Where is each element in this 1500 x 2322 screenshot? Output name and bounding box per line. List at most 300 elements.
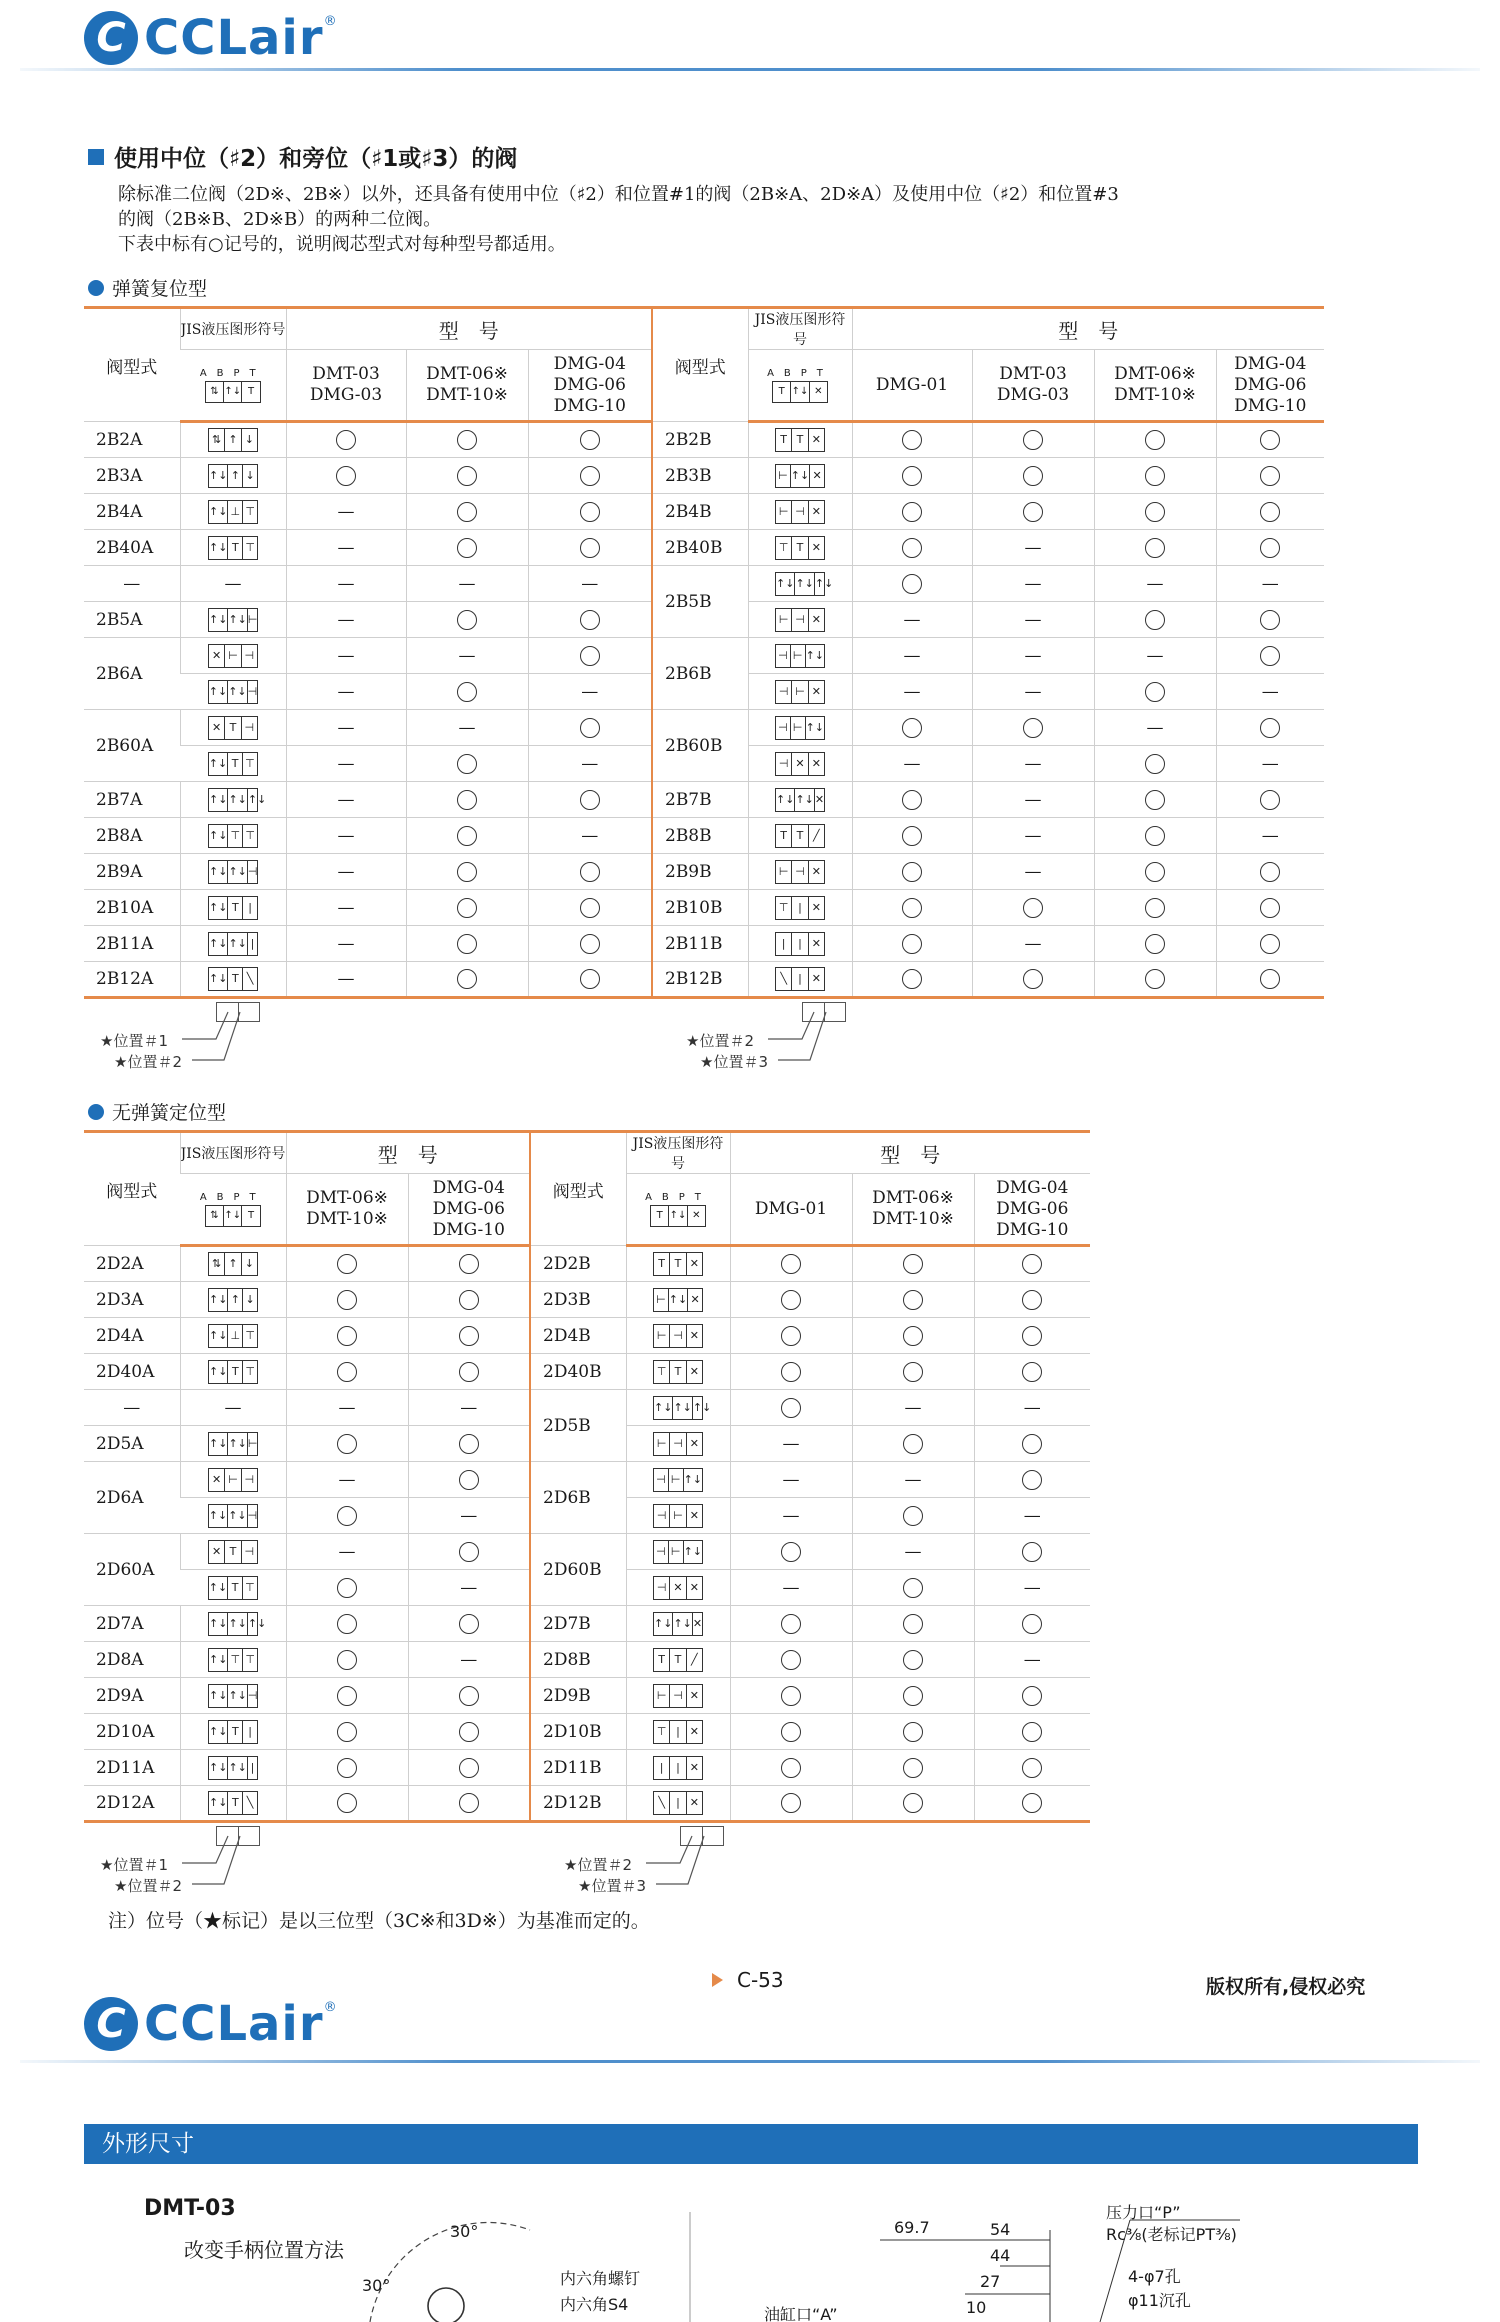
valve-symbol-icon: ↑↓ ↑↓ ↑↓ bbox=[208, 1612, 258, 1636]
square-bullet-icon bbox=[88, 149, 104, 165]
availability-cell: — bbox=[1216, 746, 1324, 782]
table-row bbox=[84, 818, 1324, 854]
availability-cell bbox=[408, 1606, 530, 1642]
valve-type-cell: 2D4B bbox=[530, 1318, 626, 1354]
jis-symbol-cell bbox=[180, 1714, 286, 1750]
thread-label: Rc⅜(老标记PT⅜) bbox=[1106, 2225, 1237, 2244]
available-circle-icon bbox=[902, 790, 922, 810]
table-row bbox=[84, 1750, 1090, 1786]
availability-cell bbox=[286, 1678, 408, 1714]
availability-cell: — bbox=[852, 1462, 974, 1498]
valve-type-cell: 2B12A bbox=[84, 962, 180, 998]
available-circle-icon bbox=[1023, 502, 1043, 522]
col-dmt03: DMT-03 DMG-03 bbox=[972, 350, 1094, 422]
availability-cell bbox=[406, 422, 528, 458]
availability-cell bbox=[852, 1786, 974, 1822]
valve-symbol-icon: ↑↓ ↑↓ ⊢ bbox=[208, 1432, 258, 1456]
brand-logo-page2 bbox=[84, 1996, 337, 2052]
availability-cell bbox=[852, 1570, 974, 1606]
valve-symbol-icon: ⊢ ⊣ ✕ bbox=[775, 860, 825, 884]
available-circle-icon bbox=[337, 1758, 357, 1778]
availability-cell: — bbox=[1094, 566, 1216, 602]
valve-type-cell: 2D7B bbox=[530, 1606, 626, 1642]
availability-cell: — bbox=[972, 566, 1094, 602]
availability-cell: — bbox=[852, 602, 972, 638]
logo-registered: ® bbox=[323, 14, 337, 29]
availability-cell bbox=[408, 1354, 530, 1390]
availability-cell bbox=[406, 818, 528, 854]
availability-cell: — bbox=[1216, 674, 1324, 710]
availability-cell bbox=[974, 1282, 1090, 1318]
availability-cell: — bbox=[528, 566, 652, 602]
availability-cell: — bbox=[974, 1498, 1090, 1534]
table-row bbox=[84, 530, 1324, 566]
available-circle-icon bbox=[781, 1614, 801, 1634]
availability-cell bbox=[852, 1498, 974, 1534]
table-row bbox=[84, 890, 1324, 926]
availability-cell bbox=[408, 1786, 530, 1822]
availability-cell: — bbox=[972, 674, 1094, 710]
valve-symbol-icon: ⊢ ⊣ ✕ bbox=[775, 500, 825, 524]
logo-word: CCLair bbox=[144, 1996, 324, 2052]
available-circle-icon bbox=[580, 934, 600, 954]
detent-legend-left bbox=[100, 1826, 300, 1895]
jis-header: JIS液压图形符号 bbox=[180, 308, 286, 350]
availability-cell bbox=[974, 1354, 1090, 1390]
availability-cell bbox=[286, 458, 406, 494]
valve-type-cell: 2B9B bbox=[652, 854, 748, 890]
valve-symbol-icon: ↑↓ ↑↓ ↑↓ bbox=[208, 788, 258, 812]
available-circle-icon bbox=[1145, 538, 1165, 558]
jis-symbol-cell bbox=[748, 530, 852, 566]
valve-type-cell: 2B7A bbox=[84, 782, 180, 818]
availability-cell: — bbox=[408, 1390, 530, 1426]
valve-type-cell: 2B6B bbox=[652, 638, 748, 710]
valve-symbol-icon: T T ✕ bbox=[775, 428, 825, 452]
available-circle-icon bbox=[580, 862, 600, 882]
available-circle-icon bbox=[457, 934, 477, 954]
model-label: DMT-03 bbox=[144, 2196, 236, 2221]
jis-symbol-cell bbox=[180, 530, 286, 566]
angle-label: 30° bbox=[362, 2276, 391, 2295]
jis-symbol-cell: — bbox=[180, 1390, 286, 1426]
available-circle-icon bbox=[1260, 502, 1280, 522]
page-number: C-53 bbox=[712, 1968, 784, 1992]
jis-symbol-cell bbox=[180, 710, 286, 746]
available-circle-icon bbox=[902, 574, 922, 594]
availability-cell bbox=[974, 1714, 1090, 1750]
valve-symbol-icon: ⊢ ↑↓ ✕ bbox=[653, 1288, 703, 1312]
available-circle-icon bbox=[1145, 610, 1165, 630]
valve-symbol-icon: T ↑↓ ✕ bbox=[650, 1205, 706, 1227]
valve-symbol-icon: ↑↓ ⊥ ⊤ bbox=[208, 1324, 258, 1348]
availability-cell bbox=[730, 1786, 852, 1822]
valve-type-cell: 2D6B bbox=[530, 1462, 626, 1534]
table-row bbox=[84, 1714, 1090, 1750]
available-circle-icon bbox=[457, 538, 477, 558]
availability-cell bbox=[972, 962, 1094, 998]
availability-cell: — bbox=[972, 782, 1094, 818]
available-circle-icon bbox=[1260, 790, 1280, 810]
available-circle-icon bbox=[902, 718, 922, 738]
triangle-marker-icon bbox=[712, 1973, 723, 1987]
col-dmt06: DMT-06※ DMT-10※ bbox=[852, 1174, 974, 1246]
round-bullet-icon bbox=[88, 280, 104, 296]
table-row bbox=[84, 1246, 1090, 1282]
availability-cell bbox=[974, 1318, 1090, 1354]
valve-symbol-icon: ↑↓ ↑↓ ↑↓ bbox=[775, 572, 825, 596]
availability-cell bbox=[1216, 782, 1324, 818]
availability-cell bbox=[528, 458, 652, 494]
availability-cell bbox=[1216, 710, 1324, 746]
dimension-value: 10 bbox=[966, 2298, 987, 2317]
table-row bbox=[84, 1282, 1090, 1318]
availability-cell bbox=[852, 1426, 974, 1462]
valve-type-header: 阀型式 bbox=[652, 308, 748, 422]
available-circle-icon bbox=[459, 1254, 479, 1274]
cylinder-port-label: 油缸口“A” bbox=[764, 2305, 838, 2322]
spring-return-rows bbox=[84, 422, 1324, 998]
available-circle-icon bbox=[580, 898, 600, 918]
availability-cell: — bbox=[286, 818, 406, 854]
valve-symbol-icon: ⊣ ⊢ ↑↓ bbox=[775, 644, 825, 668]
available-circle-icon bbox=[580, 969, 600, 989]
available-circle-icon bbox=[1022, 1793, 1042, 1813]
availability-cell bbox=[972, 458, 1094, 494]
dimension-value: 69.7 bbox=[894, 2218, 930, 2237]
availability-cell bbox=[286, 1354, 408, 1390]
availability-cell bbox=[1094, 890, 1216, 926]
jis-symbol-cell bbox=[748, 638, 852, 674]
legend-position-2: ★位置＃2 bbox=[114, 1877, 182, 1895]
available-circle-icon bbox=[457, 430, 477, 450]
available-circle-icon bbox=[1023, 969, 1043, 989]
availability-cell bbox=[406, 854, 528, 890]
valve-symbol-icon: ↑↓ ⊤ ⊤ bbox=[208, 1648, 258, 1672]
availability-cell bbox=[972, 422, 1094, 458]
jis-symbol-cell bbox=[180, 1318, 286, 1354]
availability-cell: — bbox=[406, 638, 528, 674]
valve-symbol-icon: ⇅ ↑↓ T bbox=[205, 381, 261, 403]
availability-cell bbox=[528, 530, 652, 566]
model-header: 型 号 bbox=[730, 1132, 1090, 1174]
availability-cell: — bbox=[286, 1534, 408, 1570]
availability-cell bbox=[1216, 458, 1324, 494]
available-circle-icon bbox=[457, 610, 477, 630]
availability-cell bbox=[974, 1786, 1090, 1822]
availability-cell bbox=[974, 1678, 1090, 1714]
col-dmg04: DMG-04 DMG-06 DMG-10 bbox=[974, 1174, 1090, 1246]
jis-symbol-cell bbox=[180, 494, 286, 530]
valve-symbol-icon: ⊣ ✕ ✕ bbox=[653, 1576, 703, 1600]
availability-cell bbox=[1094, 746, 1216, 782]
jis-header-symbol: ABPT ⇅ ↑↓ T bbox=[180, 350, 286, 422]
available-circle-icon bbox=[781, 1650, 801, 1670]
jis-symbol-cell bbox=[626, 1462, 730, 1498]
valve-type-cell: 2B3B bbox=[652, 458, 748, 494]
availability-cell: — bbox=[286, 494, 406, 530]
jis-symbol-cell bbox=[180, 638, 286, 674]
valve-type-cell: 2B10A bbox=[84, 890, 180, 926]
availability-cell bbox=[528, 422, 652, 458]
jis-symbol-cell bbox=[748, 818, 852, 854]
availability-cell bbox=[1216, 422, 1324, 458]
valve-symbol-icon: ↑↓ ↑ ↓ bbox=[208, 464, 258, 488]
jis-symbol-cell bbox=[180, 1354, 286, 1390]
availability-cell: — bbox=[730, 1498, 852, 1534]
available-circle-icon bbox=[1145, 969, 1165, 989]
valve-symbol-icon: | | ✕ bbox=[653, 1756, 703, 1780]
available-circle-icon bbox=[1022, 1254, 1042, 1274]
available-circle-icon bbox=[1022, 1470, 1042, 1490]
valve-type-cell: 2B4A bbox=[84, 494, 180, 530]
available-circle-icon bbox=[580, 718, 600, 738]
valve-type-cell: 2D3A bbox=[84, 1282, 180, 1318]
footnote: 注）位号（★标记）是以三位型（3C※和3D※）为基准而定的。 bbox=[108, 1910, 650, 1932]
available-circle-icon bbox=[1022, 1290, 1042, 1310]
legend-position-3: ★位置＃3 bbox=[700, 1053, 768, 1071]
jis-header: JIS液压图形符号 bbox=[180, 1132, 286, 1174]
valve-type-cell: 2D11A bbox=[84, 1750, 180, 1786]
available-circle-icon bbox=[1022, 1758, 1042, 1778]
available-circle-icon bbox=[336, 466, 356, 486]
jis-symbol-cell bbox=[626, 1750, 730, 1786]
valve-type-cell: 2B60B bbox=[652, 710, 748, 782]
availability-cell bbox=[1216, 962, 1324, 998]
availability-cell: — bbox=[972, 926, 1094, 962]
logo-registered: ® bbox=[323, 2000, 337, 2015]
available-circle-icon bbox=[781, 1254, 801, 1274]
col-dmt06: DMT-06※ DMT-10※ bbox=[286, 1174, 408, 1246]
valve-type-cell: 2D2B bbox=[530, 1246, 626, 1282]
col-dmg04: DMG-04 DMG-06 DMG-10 bbox=[408, 1174, 530, 1246]
available-circle-icon bbox=[1260, 969, 1280, 989]
availability-cell bbox=[972, 890, 1094, 926]
jis-header: JIS液压图形符号 bbox=[748, 308, 852, 350]
available-circle-icon bbox=[903, 1650, 923, 1670]
valve-symbol-icon: ⊣ ⊢ ✕ bbox=[775, 680, 825, 704]
col-dmt06: DMT-06※ DMT-10※ bbox=[406, 350, 528, 422]
availability-cell bbox=[406, 458, 528, 494]
jis-symbol-cell bbox=[180, 1534, 286, 1570]
availability-cell: — bbox=[406, 710, 528, 746]
availability-cell bbox=[286, 1282, 408, 1318]
available-circle-icon bbox=[337, 1578, 357, 1598]
availability-cell bbox=[406, 782, 528, 818]
valve-symbol-icon: ⊢ ⊣ ✕ bbox=[653, 1324, 703, 1348]
availability-cell bbox=[730, 1390, 852, 1426]
table-row bbox=[84, 1678, 1090, 1714]
jis-symbol-cell bbox=[626, 1606, 730, 1642]
jis-symbol-cell bbox=[626, 1390, 730, 1426]
valve-type-cell: 2B2B bbox=[652, 422, 748, 458]
availability-cell bbox=[1216, 926, 1324, 962]
detent-legend-right bbox=[564, 1826, 764, 1895]
availability-cell: — bbox=[286, 530, 406, 566]
available-circle-icon bbox=[903, 1434, 923, 1454]
counterbore-label: φ11沉孔 bbox=[1128, 2291, 1191, 2310]
availability-cell: — bbox=[852, 746, 972, 782]
availability-cell: — bbox=[1216, 818, 1324, 854]
availability-cell bbox=[286, 1750, 408, 1786]
valve-symbol-icon: ⊢ ⊣ ✕ bbox=[653, 1684, 703, 1708]
available-circle-icon bbox=[1022, 1326, 1042, 1346]
valve-type-cell: 2D6A bbox=[84, 1462, 180, 1534]
valve-type-header: 阀型式 bbox=[84, 308, 180, 422]
availability-cell: — bbox=[286, 782, 406, 818]
table-row bbox=[84, 1390, 1090, 1426]
valve-type-cell: 2B6A bbox=[84, 638, 180, 710]
availability-cell bbox=[406, 746, 528, 782]
available-circle-icon bbox=[1260, 898, 1280, 918]
available-circle-icon bbox=[902, 430, 922, 450]
valve-type-cell: 2B40A bbox=[84, 530, 180, 566]
jis-symbol-cell bbox=[180, 1426, 286, 1462]
available-circle-icon bbox=[1260, 646, 1280, 666]
availability-cell: — bbox=[286, 566, 406, 602]
available-circle-icon bbox=[459, 1290, 479, 1310]
valve-type-cell: 2B2A bbox=[84, 422, 180, 458]
availability-cell bbox=[286, 1714, 408, 1750]
valve-type-cell: 2B10B bbox=[652, 890, 748, 926]
availability-cell bbox=[1094, 674, 1216, 710]
intro-text: 除标准二位阀（2D※、2B※）以外，还具备有使用中位（♯2）和位置#1的阀（2B※A、2D※A）及使用中位（♯2）和位置#3 的阀（2B※B、2D※B）的两种二位阀。 下表中标有○记号的，说明阀芯型式对每种型号都适用。 bbox=[118, 184, 1119, 255]
valve-type-cell: 2B9A bbox=[84, 854, 180, 890]
valve-type-cell: — bbox=[84, 1390, 180, 1426]
jis-symbol-cell bbox=[180, 602, 286, 638]
valve-type-header: 阀型式 bbox=[530, 1132, 626, 1246]
availability-cell bbox=[852, 1246, 974, 1282]
availability-cell bbox=[852, 890, 972, 926]
valve-symbol-icon: T T ✕ bbox=[653, 1252, 703, 1276]
available-circle-icon bbox=[459, 1542, 479, 1562]
availability-cell bbox=[1094, 782, 1216, 818]
available-circle-icon bbox=[337, 1290, 357, 1310]
valve-type-cell: 2D60B bbox=[530, 1534, 626, 1606]
valve-symbol-icon: ⊤ | ✕ bbox=[775, 896, 825, 920]
available-circle-icon bbox=[459, 1686, 479, 1706]
availability-cell bbox=[974, 1426, 1090, 1462]
available-circle-icon bbox=[902, 826, 922, 846]
valve-type-cell: 2D7A bbox=[84, 1606, 180, 1642]
dimension-value: 27 bbox=[980, 2272, 1001, 2291]
jis-symbol-cell bbox=[180, 854, 286, 890]
valve-symbol-icon: ✕ T ⊣ bbox=[208, 1540, 258, 1564]
availability-cell bbox=[528, 962, 652, 998]
available-circle-icon bbox=[903, 1290, 923, 1310]
jis-symbol-cell bbox=[626, 1282, 730, 1318]
available-circle-icon bbox=[459, 1470, 479, 1490]
valve-type-cell: 2D3B bbox=[530, 1282, 626, 1318]
available-circle-icon bbox=[781, 1542, 801, 1562]
available-circle-icon bbox=[580, 538, 600, 558]
availability-cell bbox=[1094, 818, 1216, 854]
valve-symbol-icon: T T ╱ bbox=[653, 1648, 703, 1672]
valve-type-cell: 2B3A bbox=[84, 458, 180, 494]
availability-cell: — bbox=[286, 674, 406, 710]
available-circle-icon bbox=[457, 754, 477, 774]
jis-symbol-cell bbox=[626, 1534, 730, 1570]
jis-symbol-cell bbox=[180, 1606, 286, 1642]
availability-cell: — bbox=[1094, 710, 1216, 746]
valve-symbol-icon: ⇅ ↑↓ T bbox=[205, 1205, 261, 1227]
availability-cell: — bbox=[972, 746, 1094, 782]
availability-cell bbox=[852, 1642, 974, 1678]
availability-cell bbox=[730, 1534, 852, 1570]
available-circle-icon bbox=[580, 790, 600, 810]
valve-type-cell: 2D8B bbox=[530, 1642, 626, 1678]
col-dmg01: DMG-01 bbox=[730, 1174, 852, 1246]
jis-header-symbol: ABPT T ↑↓ ✕ bbox=[748, 350, 852, 422]
jis-symbol-cell bbox=[748, 962, 852, 998]
valve-symbol-icon: ↑↓ ↑↓ ⊢ bbox=[208, 608, 258, 632]
available-circle-icon bbox=[1260, 430, 1280, 450]
availability-cell: — bbox=[972, 854, 1094, 890]
availability-cell bbox=[852, 1354, 974, 1390]
valve-type-cell: 2D10A bbox=[84, 1714, 180, 1750]
available-circle-icon bbox=[459, 1614, 479, 1634]
jis-symbol-cell bbox=[180, 782, 286, 818]
availability-cell bbox=[852, 710, 972, 746]
available-circle-icon bbox=[1022, 1434, 1042, 1454]
availability-cell bbox=[528, 638, 652, 674]
available-circle-icon bbox=[1260, 466, 1280, 486]
valve-symbol-icon: ↑↓ T ╲ bbox=[208, 1791, 258, 1815]
availability-cell bbox=[408, 1318, 530, 1354]
availability-cell bbox=[730, 1678, 852, 1714]
available-circle-icon bbox=[903, 1362, 923, 1382]
availability-cell bbox=[852, 458, 972, 494]
valve-symbol-icon: ↑↓ ↑↓ ⊣ bbox=[208, 1504, 258, 1528]
spring-return-table bbox=[84, 306, 1324, 999]
availability-cell: — bbox=[528, 818, 652, 854]
availability-cell: — bbox=[972, 530, 1094, 566]
valve-type-cell: 2B8B bbox=[652, 818, 748, 854]
valve-type-cell: 2B5B bbox=[652, 566, 748, 638]
availability-cell bbox=[974, 1462, 1090, 1498]
availability-cell bbox=[852, 1606, 974, 1642]
available-circle-icon bbox=[1023, 898, 1043, 918]
availability-cell bbox=[730, 1354, 852, 1390]
valve-type-cell: 2D9A bbox=[84, 1678, 180, 1714]
valve-symbol-icon: ⊤ T ✕ bbox=[653, 1360, 703, 1384]
valve-type-cell: 2B60A bbox=[84, 710, 180, 782]
col-dmg01: DMG-01 bbox=[852, 350, 972, 422]
available-circle-icon bbox=[580, 646, 600, 666]
copyright-notice: 版权所有,侵权必究 bbox=[1206, 1976, 1366, 1998]
table-row bbox=[84, 494, 1324, 530]
available-circle-icon bbox=[457, 790, 477, 810]
spring-legend-right bbox=[686, 1002, 886, 1071]
available-circle-icon bbox=[902, 538, 922, 558]
availability-cell bbox=[1094, 458, 1216, 494]
jis-symbol-cell bbox=[180, 962, 286, 998]
available-circle-icon bbox=[1022, 1542, 1042, 1562]
availability-cell: — bbox=[286, 1390, 408, 1426]
available-circle-icon bbox=[902, 862, 922, 882]
jis-symbol-cell bbox=[180, 1678, 286, 1714]
valve-symbol-icon: ↑↓ T | bbox=[208, 896, 258, 920]
availability-cell: — bbox=[972, 602, 1094, 638]
availability-cell: — bbox=[286, 746, 406, 782]
table-row bbox=[84, 854, 1324, 890]
valve-symbol-icon: ✕ T ⊣ bbox=[208, 716, 258, 740]
availability-cell: — bbox=[974, 1570, 1090, 1606]
jis-header-symbol: ABPT ⇅ ↑↓ T bbox=[180, 1174, 286, 1246]
col-dmt03: DMT-03 DMG-03 bbox=[286, 350, 406, 422]
available-circle-icon bbox=[903, 1326, 923, 1346]
col-dmg04: DMG-04 DMG-06 DMG-10 bbox=[528, 350, 652, 422]
